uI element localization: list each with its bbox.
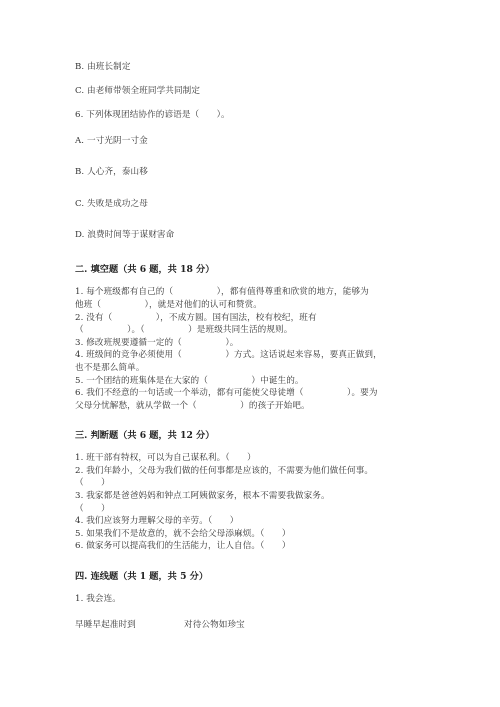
option-b-prev-question: B. 由班长制定: [75, 62, 131, 72]
q6-option-b: B. 人心齐，泰山移: [75, 167, 148, 177]
judge-line: 5. 如果我们不是故意的，就不会给父母添麻烦。（ ）: [75, 529, 291, 539]
judge-line: 6. 做家务可以提高我们的生活能力，让人自信。（ ）: [75, 541, 291, 551]
fill-line: 5. 一个团结的班集体是在大家的（ ）中诞生的。: [75, 376, 304, 386]
question-1-stem: 1. 我会连。: [75, 594, 122, 604]
section-4-title: 四. 连线题（共 1 题，共 5 分）: [75, 571, 209, 582]
q6-option-a: A. 一寸光阴一寸金: [75, 136, 148, 146]
judge-line: 1. 班干部有特权，可以为自己谋私利。（ ）: [75, 453, 256, 463]
q6-option-d: D. 浪费时间等于谋财害命: [75, 230, 175, 240]
section-3-title: 三. 判断题（共 6 题，共 12 分）: [75, 430, 215, 441]
judge-line: 4. 我们应该努力理解父母的辛劳。（ ）: [75, 516, 239, 526]
match-right-item: 对待公物如珍宝: [184, 620, 245, 630]
question-6-stem: 6. 下列体现团结协作的谚语是（ ）。: [75, 110, 230, 120]
fill-line: 4. 班级间的竞争必须使用（ ）方式。这话说起来容易，要真正做到，: [75, 350, 382, 360]
section-2-title: 二. 填空题（共 6 题，共 18 分）: [75, 264, 215, 275]
option-c-prev-question: C. 由老师带领全班同学共同制定: [75, 86, 201, 96]
match-left-item: 早睡早起准时到: [75, 620, 136, 630]
fill-line: 2. 没有（ ），不成方圆。国有国法，校有校纪，班有: [75, 313, 317, 323]
fill-line: 1. 每个班级都有自己的（ ），都有值得尊重和欣赏的地方，能够为: [75, 287, 369, 297]
judge-line: （ ）: [75, 504, 110, 514]
fill-line: 父母分忧解愁，就从学做一个（ ）的孩子开始吧。: [75, 401, 310, 411]
fill-line: （ ）。（ ）是班级共同生活的规则。: [75, 325, 293, 335]
fill-line: 6. 我们不经意的一句话或一个举动，都有可能使父母徒增（ ）。要为: [75, 388, 378, 398]
q6-option-c: C. 失败是成功之母: [75, 199, 148, 209]
judge-line: 3. 我家都是爸爸妈妈和钟点工阿姨做家务，根本不需要我做家务。: [75, 491, 330, 501]
fill-line: 他班（ ），就是对他们的认可和赞赏。: [75, 300, 262, 310]
judge-line: （ ）: [75, 478, 110, 488]
fill-line: 3. 修改班规要遵循一定的（ ）。: [75, 338, 239, 348]
judge-line: 2. 我们年龄小，父母为我们做的任何事都是应该的，不需要为他们做任何事。: [75, 466, 374, 476]
fill-line: 也不是那么简单。: [75, 363, 145, 373]
